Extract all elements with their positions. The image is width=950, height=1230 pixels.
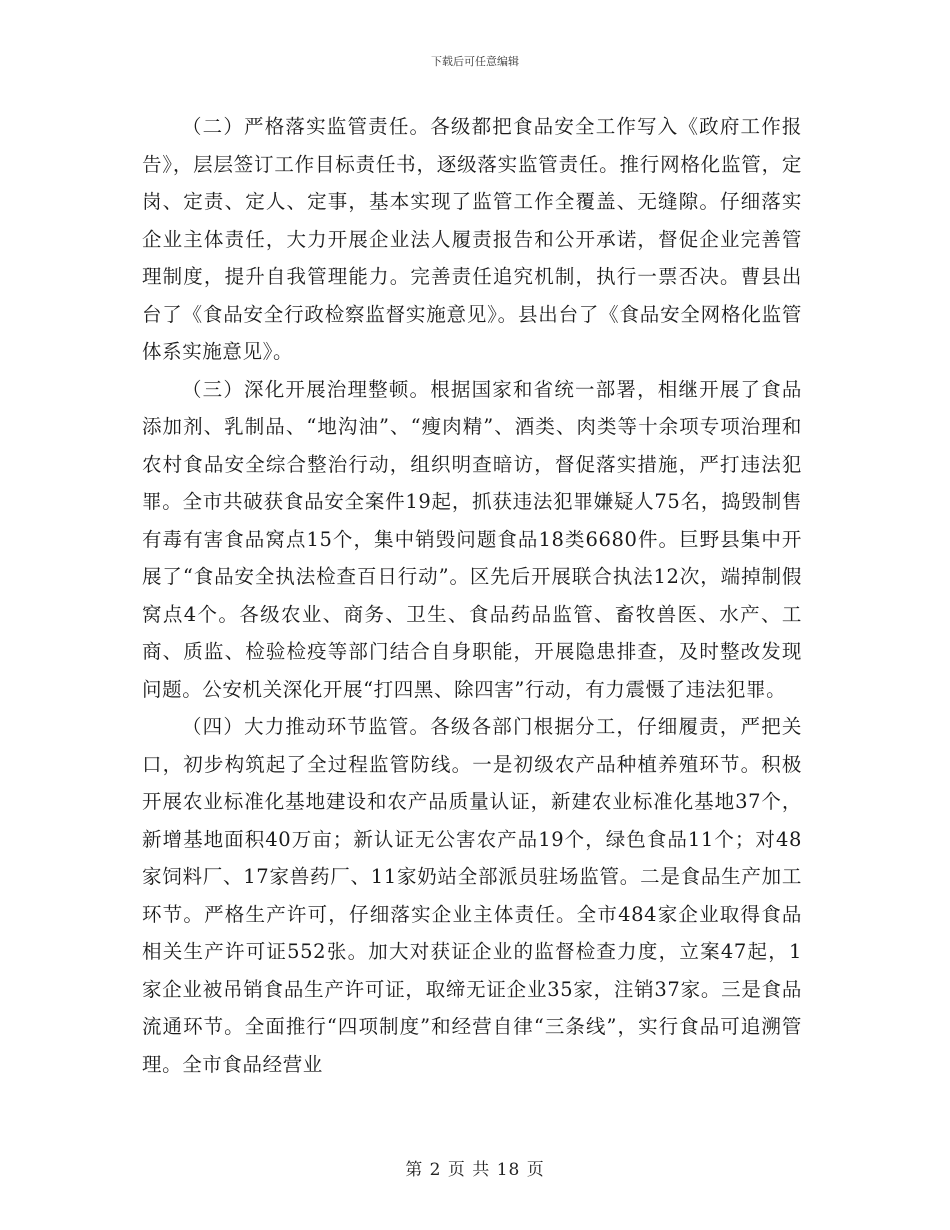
paragraph-supervision-responsibility: （二）严格落实监管责任。各级都把食品安全工作写入《政府工作报告》，层层签订工作目标责任书，逐级落实监管责任。推行网格化监管，定岗、定责、定人、定事，基本实现了监管工作全覆盖、无缝隙。仔细落实企业主体责任，大力开展企业法人履责报告和公开承诺，督促企业完善管理制度，提升自我管理能力。完善责任追究机制，执行一票否决。曹县出台了《食品安全行政检察监督实施意见》。县出台了《食品安全网格化监管体系实施意见》。 [142, 115, 802, 363]
paragraph-rectification: （三）深化开展治理整顿。根据国家和省统一部署，相继开展了食品添加剂、乳制品、“地沟油”、“瘦肉精”、酒类、肉类等十余项专项治理和农村食品安全综合整治行动，组织明查暗访，督促落实措施，严打违法犯罪。全市共破获食品安全案件19起，抓获违法犯罪嫌疑人75名，捣毁制售有毒有害食品窝点15个，集中销毁问题食品18类6680件。巨野县集中开展了“食品安全执法检查百日行动”。区先后开展联合执法12次，端掉制假窝点4个。各级农业、商务、卫生、食品药品监管、畜牧兽医、水产、工商、质监、检验检疫等部门结合自身职能，开展隐患排查，及时整改发现问题。公安机关深化开展“打四黑、除四害”行动，有力震慑了违法犯罪。 [142, 377, 802, 701]
paragraph-link-supervision: （四）大力推动环节监管。各级各部门根据分工，仔细履责，严把关口，初步构筑起了全过程监管防线。一是初级农产品种植养殖环节。积极开展农业标准化基地建设和农产品质量认证，新建农业标准化基地37个，新增基地面积40万亩；新认证无公害农产品19个，绿色食品11个；对48家饲料厂、17家兽药厂、11家奶站全部派员驻场监管。二是食品生产加工环节。严格生产许可，仔细落实企业主体责任。全市484家企业取得食品相关生产许可证552张。加大对获证企业的监督检查力度，立案47起，1家企业被吊销食品生产许可证，取缔无证企业35家，注销37家。三是食品流通环节。全面推行“四项制度”和经营自律“三条线”，实行食品可追溯管理。全市食品经营业 [142, 715, 802, 1076]
page-header-note: 下载后可任意编辑 [431, 55, 519, 68]
page-number-footer: 第 2 页 共 18 页 [405, 1160, 545, 1180]
document-body [142, 108, 802, 1083]
